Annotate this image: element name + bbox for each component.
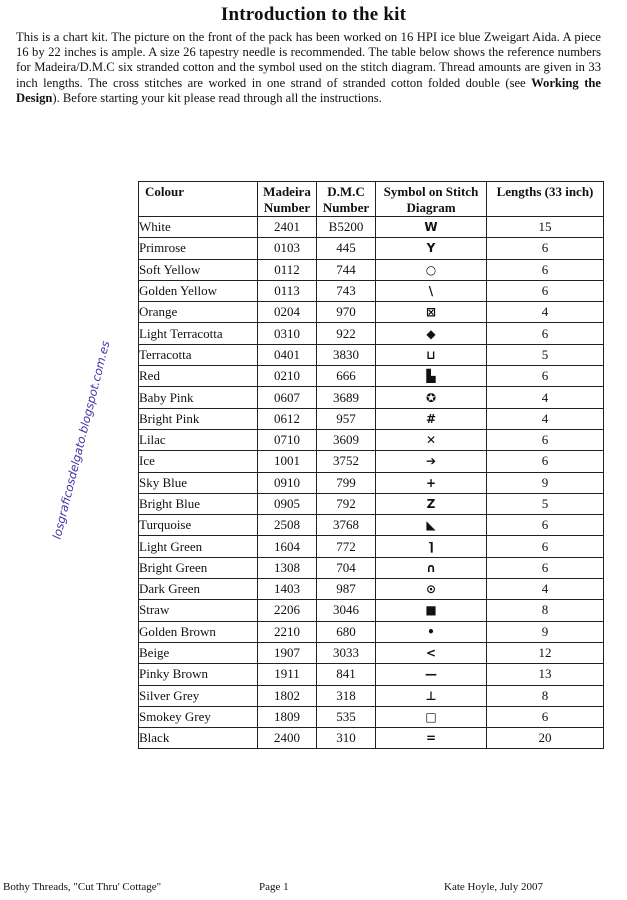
cell-length: 9 (487, 472, 604, 493)
cell-symbol: # (376, 408, 487, 429)
table-row (139, 238, 604, 259)
table-row (139, 642, 604, 663)
cell-length: 4 (487, 302, 604, 323)
cell-length: 13 (487, 664, 604, 685)
cell-colour: Golden Yellow (139, 280, 258, 301)
thread-table (138, 181, 604, 749)
table-row (139, 344, 604, 365)
cell-length: 6 (487, 280, 604, 301)
cell-madeira: 0112 (258, 259, 317, 280)
watermark-text: losgraficosdelgato.blogspot.com.es (49, 339, 113, 541)
table-row (139, 706, 604, 727)
cell-length: 4 (487, 387, 604, 408)
cell-colour: Silver Grey (139, 685, 258, 706)
cell-colour: Pinky Brown (139, 664, 258, 685)
cell-dmc: 666 (317, 366, 376, 387)
cell-colour: Bright Blue (139, 493, 258, 514)
cell-madeira: 1907 (258, 642, 317, 663)
cell-length: 6 (487, 706, 604, 727)
cell-dmc: 957 (317, 408, 376, 429)
table-header-row (139, 182, 604, 217)
table-row (139, 387, 604, 408)
footer-left: Bothy Threads, "Cut Thru' Cottage" (3, 881, 162, 893)
table-row (139, 217, 604, 238)
cell-dmc: 310 (317, 728, 376, 749)
cell-dmc: 744 (317, 259, 376, 280)
cell-dmc: 922 (317, 323, 376, 344)
cell-symbol: ○ (376, 259, 487, 280)
cell-dmc: 970 (317, 302, 376, 323)
cell-dmc: B5200 (317, 217, 376, 238)
cell-madeira: 0113 (258, 280, 317, 301)
table-row (139, 408, 604, 429)
cell-colour: Ice (139, 451, 258, 472)
cell-dmc: 704 (317, 557, 376, 578)
cell-dmc: 772 (317, 536, 376, 557)
header-colour: Colour (139, 182, 258, 217)
cell-length: 6 (487, 259, 604, 280)
cell-colour: Orange (139, 302, 258, 323)
cell-madeira: 0103 (258, 238, 317, 259)
cell-madeira: 0910 (258, 472, 317, 493)
cell-symbol: ⌉ (376, 536, 487, 557)
cell-length: 6 (487, 323, 604, 344)
cell-colour: Beige (139, 642, 258, 663)
table-row (139, 366, 604, 387)
cell-length: 6 (487, 515, 604, 536)
cell-length: 5 (487, 493, 604, 514)
intro-text-1: This is a chart kit. The picture on the front of the pack has been worked on 16 HPI ice blue Zweigart Aida. A piece 16 by 22 inches is ample. A size 26 tapestry needle is recommended. The table below shows the reference numbers for Madeira/D.M.C six stranded cotton and the symbol used on the stitch diagram. Thread amounts are given in 33 inch lengths. The cross stitches are worked in one strand of stranded cotton folded double (see (16, 30, 601, 90)
table-row (139, 536, 604, 557)
table-row (139, 621, 604, 642)
cell-dmc: 3609 (317, 429, 376, 450)
cell-colour: Bright Green (139, 557, 258, 578)
intro-text-2: ). Before starting your kit please read through all the instructions. (52, 90, 382, 105)
cell-symbol: □ (376, 706, 487, 727)
header-madeira: Madeira Number (258, 182, 317, 217)
cell-madeira: 0204 (258, 302, 317, 323)
cell-colour: Golden Brown (139, 621, 258, 642)
cell-colour: Bright Pink (139, 408, 258, 429)
cell-symbol: Y (376, 238, 487, 259)
cell-madeira: 1001 (258, 451, 317, 472)
cell-dmc: 743 (317, 280, 376, 301)
cell-madeira: 0905 (258, 493, 317, 514)
cell-length: 6 (487, 238, 604, 259)
cell-length: 8 (487, 685, 604, 706)
table-row (139, 515, 604, 536)
cell-colour: White (139, 217, 258, 238)
cell-length: 6 (487, 557, 604, 578)
cell-colour: Dark Green (139, 579, 258, 600)
cell-symbol: + (376, 472, 487, 493)
table-row (139, 685, 604, 706)
cell-madeira: 1802 (258, 685, 317, 706)
cell-dmc: 841 (317, 664, 376, 685)
cell-dmc: 3689 (317, 387, 376, 408)
cell-dmc: 3046 (317, 600, 376, 621)
cell-madeira: 0607 (258, 387, 317, 408)
cell-symbol: ◆ (376, 323, 487, 344)
cell-madeira: 1308 (258, 557, 317, 578)
cell-symbol: — (376, 664, 487, 685)
cell-symbol: • (376, 621, 487, 642)
cell-dmc: 680 (317, 621, 376, 642)
cell-length: 6 (487, 536, 604, 557)
cell-madeira: 2206 (258, 600, 317, 621)
cell-madeira: 2508 (258, 515, 317, 536)
intro-bold-link-text: Working the Design (16, 75, 601, 105)
table-row (139, 579, 604, 600)
footer-page-number: Page 1 (259, 881, 289, 893)
cell-length: 6 (487, 366, 604, 387)
cell-symbol: ⊙ (376, 579, 487, 600)
cell-madeira: 0310 (258, 323, 317, 344)
header-lengths: Lengths (33 inch) (487, 182, 604, 217)
table-row (139, 280, 604, 301)
cell-length: 15 (487, 217, 604, 238)
cell-madeira: 2401 (258, 217, 317, 238)
table-row (139, 728, 604, 749)
header-dmc: D.M.C Number (317, 182, 376, 217)
cell-colour: Sky Blue (139, 472, 258, 493)
cell-colour: Soft Yellow (139, 259, 258, 280)
cell-colour: Lilac (139, 429, 258, 450)
table-row (139, 323, 604, 344)
table-row (139, 429, 604, 450)
cell-symbol: W (376, 217, 487, 238)
cell-dmc: 792 (317, 493, 376, 514)
cell-dmc: 3768 (317, 515, 376, 536)
cell-symbol: < (376, 642, 487, 663)
cell-dmc: 3830 (317, 344, 376, 365)
cell-symbol: ➔ (376, 451, 487, 472)
cell-colour: Primrose (139, 238, 258, 259)
cell-symbol: ◣ (376, 515, 487, 536)
cell-length: 4 (487, 408, 604, 429)
cell-madeira: 1809 (258, 706, 317, 727)
header-symbol: Symbol on Stitch Diagram (376, 182, 487, 217)
cell-dmc: 799 (317, 472, 376, 493)
table-row (139, 472, 604, 493)
footer-right: Kate Hoyle, July 2007 (444, 881, 543, 893)
cell-colour: Black (139, 728, 258, 749)
cell-madeira: 1403 (258, 579, 317, 600)
cell-length: 6 (487, 429, 604, 450)
cell-length: 4 (487, 579, 604, 600)
cell-madeira: 2400 (258, 728, 317, 749)
table-row (139, 664, 604, 685)
cell-symbol: ⊥ (376, 685, 487, 706)
cell-length: 8 (487, 600, 604, 621)
cell-length: 9 (487, 621, 604, 642)
cell-symbol: ■ (376, 600, 487, 621)
page-title: Introduction to the kit (220, 4, 407, 25)
cell-symbol: ▙ (376, 366, 487, 387)
cell-colour: Terracotta (139, 344, 258, 365)
cell-dmc: 445 (317, 238, 376, 259)
cell-symbol: ✕ (376, 429, 487, 450)
cell-length: 12 (487, 642, 604, 663)
table-row (139, 451, 604, 472)
cell-dmc: 3033 (317, 642, 376, 663)
table-row (139, 302, 604, 323)
cell-madeira: 1911 (258, 664, 317, 685)
table-row (139, 600, 604, 621)
cell-symbol: Z (376, 493, 487, 514)
cell-madeira: 1604 (258, 536, 317, 557)
cell-colour: Baby Pink (139, 387, 258, 408)
cell-dmc: 987 (317, 579, 376, 600)
cell-length: 6 (487, 451, 604, 472)
cell-madeira: 0401 (258, 344, 317, 365)
intro-paragraph (16, 30, 601, 106)
table-row (139, 493, 604, 514)
cell-dmc: 535 (317, 706, 376, 727)
cell-dmc: 318 (317, 685, 376, 706)
cell-symbol: ⊠ (376, 302, 487, 323)
table-row (139, 259, 604, 280)
cell-colour: Smokey Grey (139, 706, 258, 727)
cell-dmc: 3752 (317, 451, 376, 472)
table-row (139, 557, 604, 578)
cell-colour: Light Terracotta (139, 323, 258, 344)
cell-symbol: = (376, 728, 487, 749)
cell-madeira: 0710 (258, 429, 317, 450)
cell-symbol: ✪ (376, 387, 487, 408)
cell-colour: Light Green (139, 536, 258, 557)
cell-madeira: 0612 (258, 408, 317, 429)
cell-symbol: \ (376, 280, 487, 301)
cell-length: 20 (487, 728, 604, 749)
cell-madeira: 0210 (258, 366, 317, 387)
cell-madeira: 2210 (258, 621, 317, 642)
cell-colour: Straw (139, 600, 258, 621)
cell-symbol: ⊔ (376, 344, 487, 365)
cell-symbol: ∩ (376, 557, 487, 578)
cell-length: 5 (487, 344, 604, 365)
cell-colour: Red (139, 366, 258, 387)
cell-colour: Turquoise (139, 515, 258, 536)
